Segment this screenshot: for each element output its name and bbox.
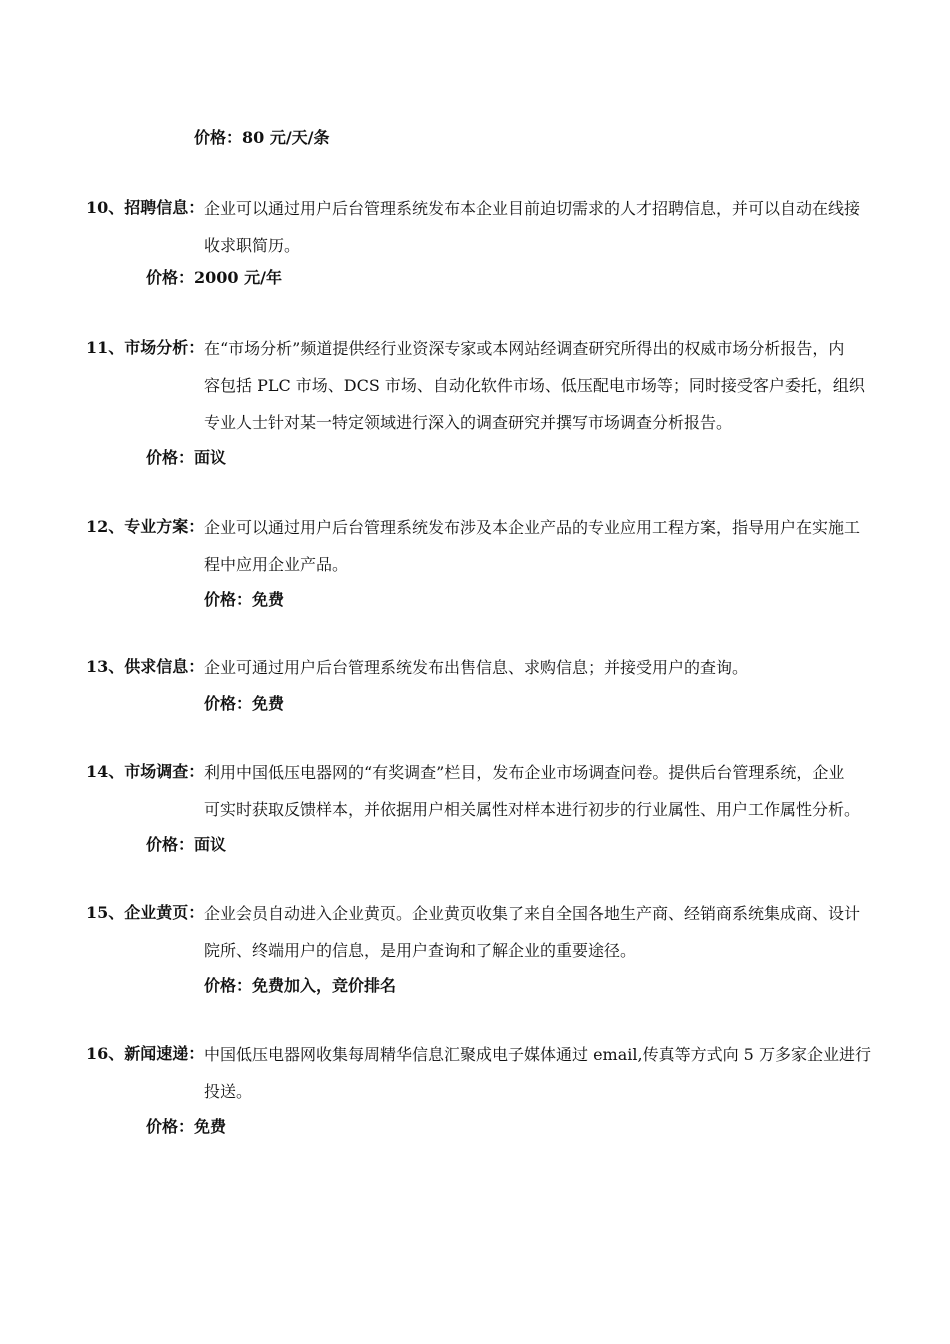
entry-line: 院所、终端用户的信息，是用户查询和了解企业的重要途径。 — [204, 941, 637, 960]
entry-label — [86, 517, 204, 537]
entry-label — [86, 198, 204, 218]
entry-line: 企业可以通过用户后台管理系统发布涉及本企业产品的专业应用工程方案，指导用户在实施工 — [204, 518, 861, 537]
entry-label — [86, 338, 204, 358]
price-line: 价格：免费 — [146, 1117, 227, 1136]
entry-line: 企业会员自动进入企业黄页。企业黄页收集了来自全国各地生产商、经销商系统集成商、设计 — [204, 904, 861, 923]
entry-label — [86, 1044, 204, 1064]
entry-line: 容包括 PLC 市场、DCS 市场、自动化软件市场、低压配电市场等；同时接受客户委托，组织 — [204, 376, 865, 395]
entry-line: 企业可通过用户后台管理系统发布出售信息、求购信息；并接受用户的查询。 — [204, 658, 749, 677]
price-line: 价格：80 元/天/条 — [194, 128, 330, 147]
price-line: 价格：免费 — [204, 694, 285, 713]
entry-title: 14、市场调查： — [86, 762, 205, 781]
entry-label — [86, 903, 204, 923]
entry-title: 16、新闻速递： — [86, 1044, 205, 1063]
price-line: 价格：2000 元/年 — [146, 268, 282, 287]
entry-line: 收求职简历。 — [204, 236, 301, 255]
entry-body — [204, 1036, 892, 1110]
entry-body — [204, 649, 892, 686]
entry-label — [86, 657, 204, 677]
entry-line: 中国低压电器网收集每周精华信息汇聚成电子媒体通过 email,传真等方式向 5 万多家企业进行 — [204, 1045, 871, 1064]
entry-body — [204, 754, 892, 828]
entry-title: 10、招聘信息： — [86, 198, 205, 217]
entry-line: 专业人士针对某一特定领域进行深入的调查研究并撰写市场调查分析报告。 — [204, 413, 733, 432]
entry-title: 15、企业黄页： — [86, 903, 205, 922]
entry-title: 11、市场分析： — [86, 338, 205, 357]
entry-line: 在“市场分析”频道提供经行业资深专家或本网站经调查研究所得出的权威市场分析报告，内 — [204, 339, 845, 358]
price-line: 价格：免费 — [204, 590, 285, 609]
entry-body — [204, 190, 892, 264]
entry-line: 利用中国低压电器网的“有奖调查”栏目，发布企业市场调查问卷。提供后台管理系统，企业 — [204, 763, 845, 782]
entry-title: 13、供求信息： — [86, 657, 205, 676]
entry-line: 程中应用企业产品。 — [204, 555, 349, 574]
price-line: 价格：面议 — [146, 835, 227, 854]
entry-line: 可实时获取反馈样本，并依据用户相关属性对样本进行初步的行业属性、用户工作属性分析。 — [204, 800, 861, 819]
entry-body — [204, 509, 892, 583]
entry-body — [204, 895, 892, 969]
price-line: 价格：面议 — [146, 448, 227, 467]
price-line: 价格：免费加入，竞价排名 — [204, 976, 397, 995]
entry-body — [204, 330, 892, 441]
entry-title: 12、专业方案： — [86, 517, 205, 536]
entry-label — [86, 762, 204, 782]
entry-line: 企业可以通过用户后台管理系统发布本企业目前迫切需求的人才招聘信息，并可以自动在线接 — [204, 199, 861, 218]
entry-line: 投送。 — [204, 1082, 253, 1101]
